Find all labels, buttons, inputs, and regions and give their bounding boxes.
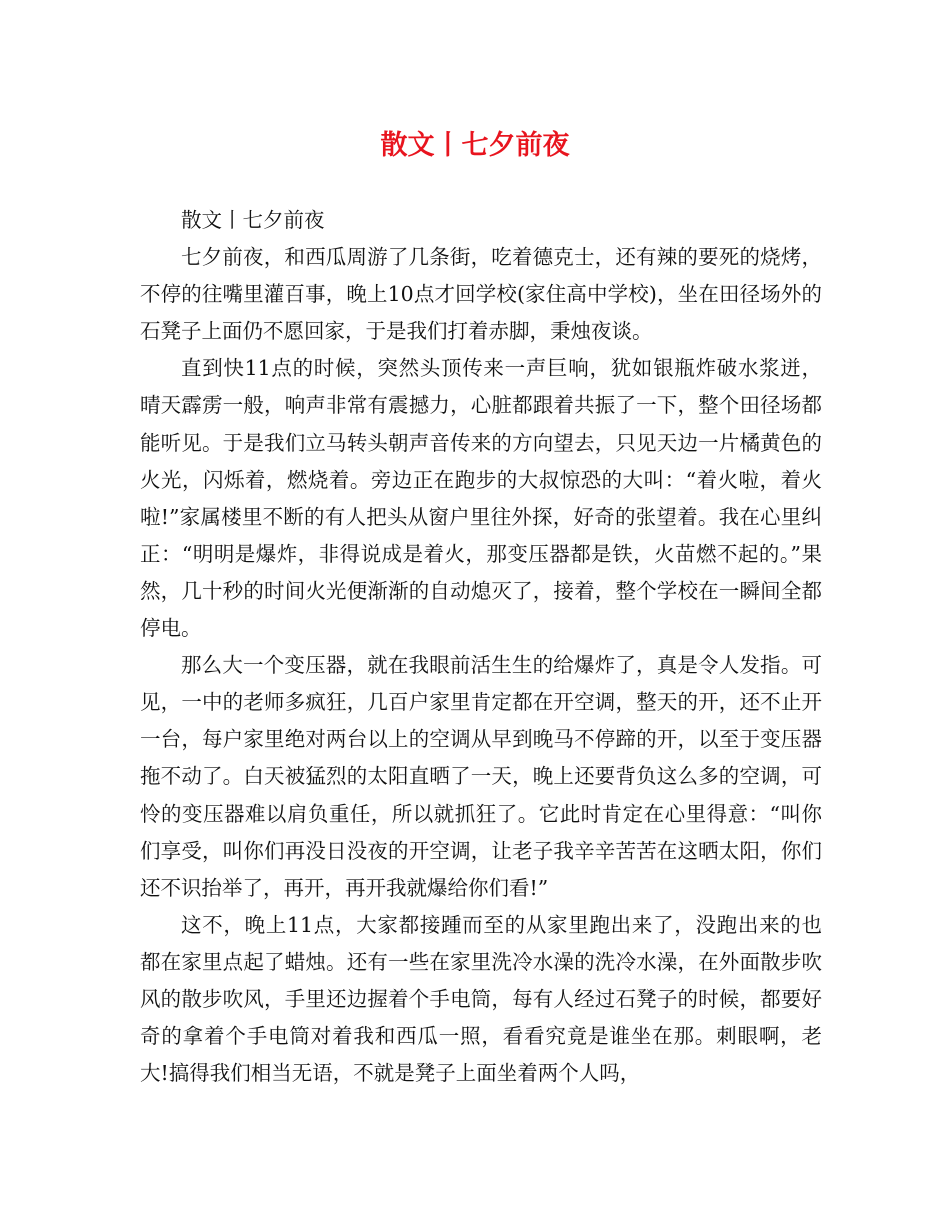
body-paragraph: 散文丨七夕前夜 [181, 208, 325, 232]
body-paragraph: 直到快11点的时候，突然头顶传来一声巨响，犹如银瓶炸破水浆迸，晴天霹雳一般，响声非常有震撼力，心脏都跟着共振了一下，整个田径场都能听见。于是我们立马转头朝声音传来的方向望去，只见天边一片橘黄色的火光，闪烁着，燃烧着。旁边正在跑步的大叔惊恐的大叫：“着火啦，着火啦!”家属楼里不断的有人把头从窗户里往外探，好奇的张望着。我在心里纠正：“明明是爆炸，非得说成是着火，那变压器都是铁，火苗燃不起的。”果然，几十秒的时间火光便渐渐的自动熄灭了，接着，整个学校在一瞬间全都停电。 [140, 356, 822, 641]
document-title: 散文丨七夕前夜 [380, 130, 570, 161]
body-paragraph: 这不，晚上11点，大家都接踵而至的从家里跑出来了，没跑出来的也都在家里点起了蜡烛。还有一些在家里洗冷水澡的洗冷水澡，在外面散步吹风的散步吹风，手里还边握着个手电筒，每有人经过石凳子的时候，都要好奇的拿着个手电筒对着我和西瓜一照，看看究竟是谁坐在那。刺眼啊，老大!搞得我们相当无语，不就是凳子上面坐着两个人吗， [140, 912, 822, 1086]
document-body [140, 202, 822, 1092]
body-paragraph: 那么大一个变压器，就在我眼前活生生的给爆炸了，真是令人发指。可见，一中的老师多疯狂，几百户家里肯定都在开空调，整天的开，还不止开一台，每户家里绝对两台以上的空调从早到晚马不停蹄的开，以至于变压器拖不动了。白天被猛烈的太阳直晒了一天，晚上还要背负这么多的空调，可怜的变压器难以肩负重任，所以就抓狂了。它此时肯定在心里得意：“叫你们享受，叫你们再没日没夜的开空调，让老子我辛辛苦苦在这晒太阳，你们还不识抬举了，再开，再开我就爆给你们看!” [140, 653, 822, 900]
body-paragraph: 七夕前夜，和西瓜周游了几条街，吃着德克士，还有辣的要死的烧烤，不停的往嘴里灌百事，晚上10点才回学校(家住高中学校)，坐在田径场外的石凳子上面仍不愿回家，于是我们打着赤脚，秉烛夜谈。 [140, 245, 822, 344]
